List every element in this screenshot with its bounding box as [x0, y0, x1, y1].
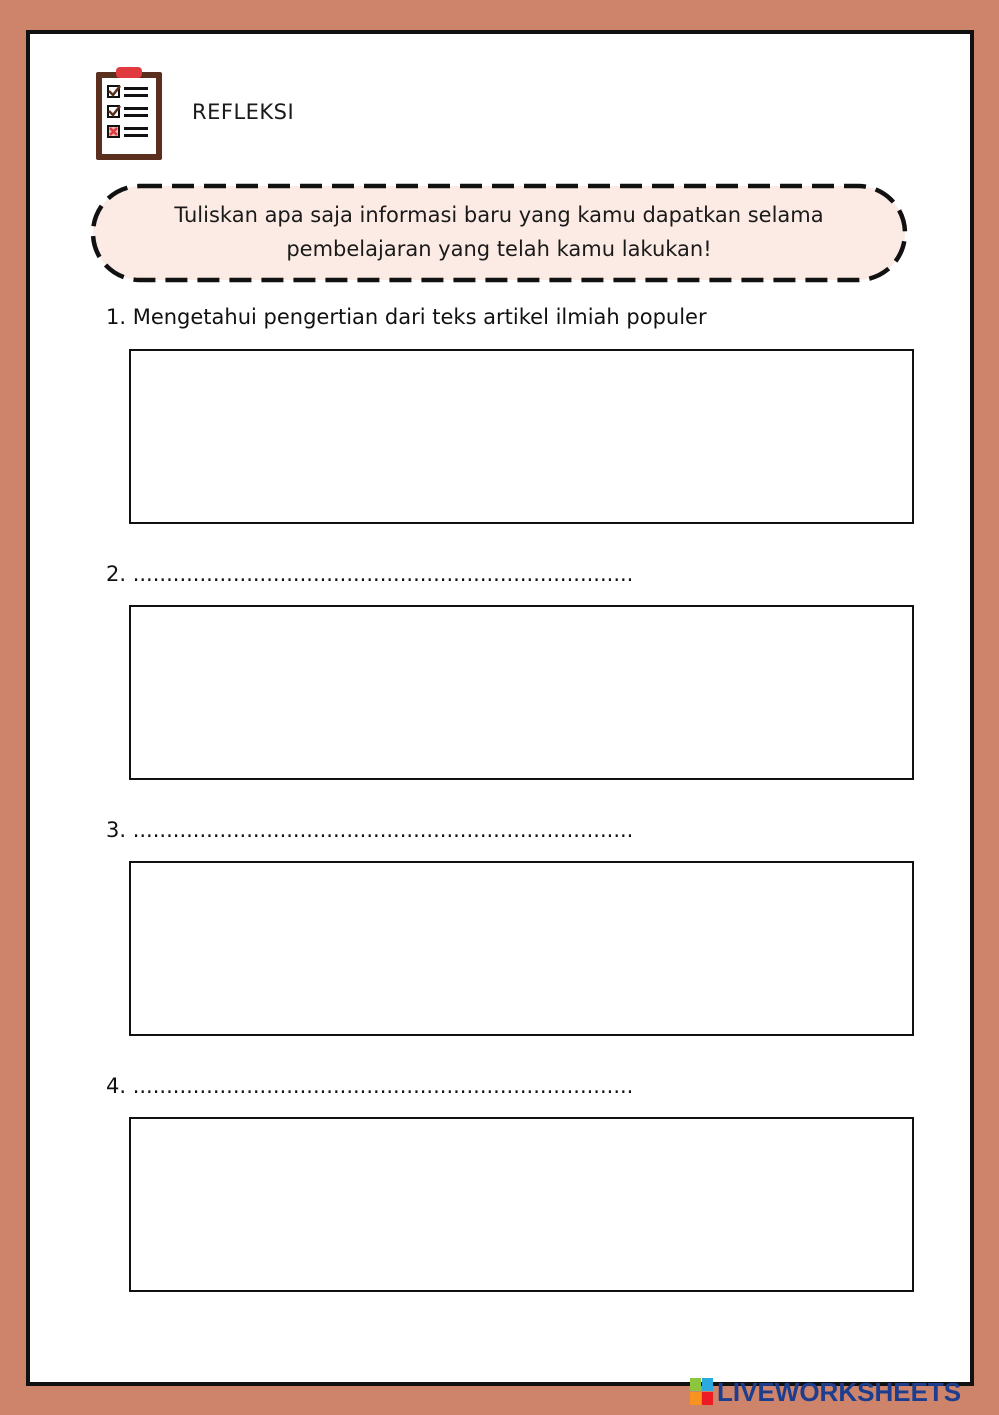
- question-4-label: 4. ...........................................................................: [106, 1074, 634, 1098]
- answer-box-1[interactable]: [129, 349, 914, 524]
- clipboard-checklist-icon: [94, 66, 166, 162]
- liveworksheets-logo-text: LIVEWORKSHEETS: [717, 1376, 962, 1407]
- question-1-label: 1. Mengetahui pengertian dari teks artikel ilmiah populer: [106, 305, 707, 329]
- question-3-label: 3. ...........................................................................: [106, 818, 634, 842]
- page-title: REFLEKSI: [192, 100, 295, 124]
- question-2-label: 2. ...........................................................................: [106, 562, 634, 586]
- instruction-box: [90, 183, 908, 283]
- answer-box-2[interactable]: [129, 605, 914, 780]
- instruction-line-1: Tuliskan apa saja informasi baru yang kamu dapatkan selama: [174, 203, 824, 227]
- liveworksheets-logo[interactable]: [690, 1376, 961, 1408]
- instruction-text: [130, 198, 868, 266]
- instruction-line-2: pembelajaran yang telah kamu lakukan!: [286, 237, 712, 261]
- liveworksheets-logo-icon: [690, 1378, 714, 1406]
- answer-box-3[interactable]: [129, 861, 914, 1036]
- answer-box-4[interactable]: [129, 1117, 914, 1292]
